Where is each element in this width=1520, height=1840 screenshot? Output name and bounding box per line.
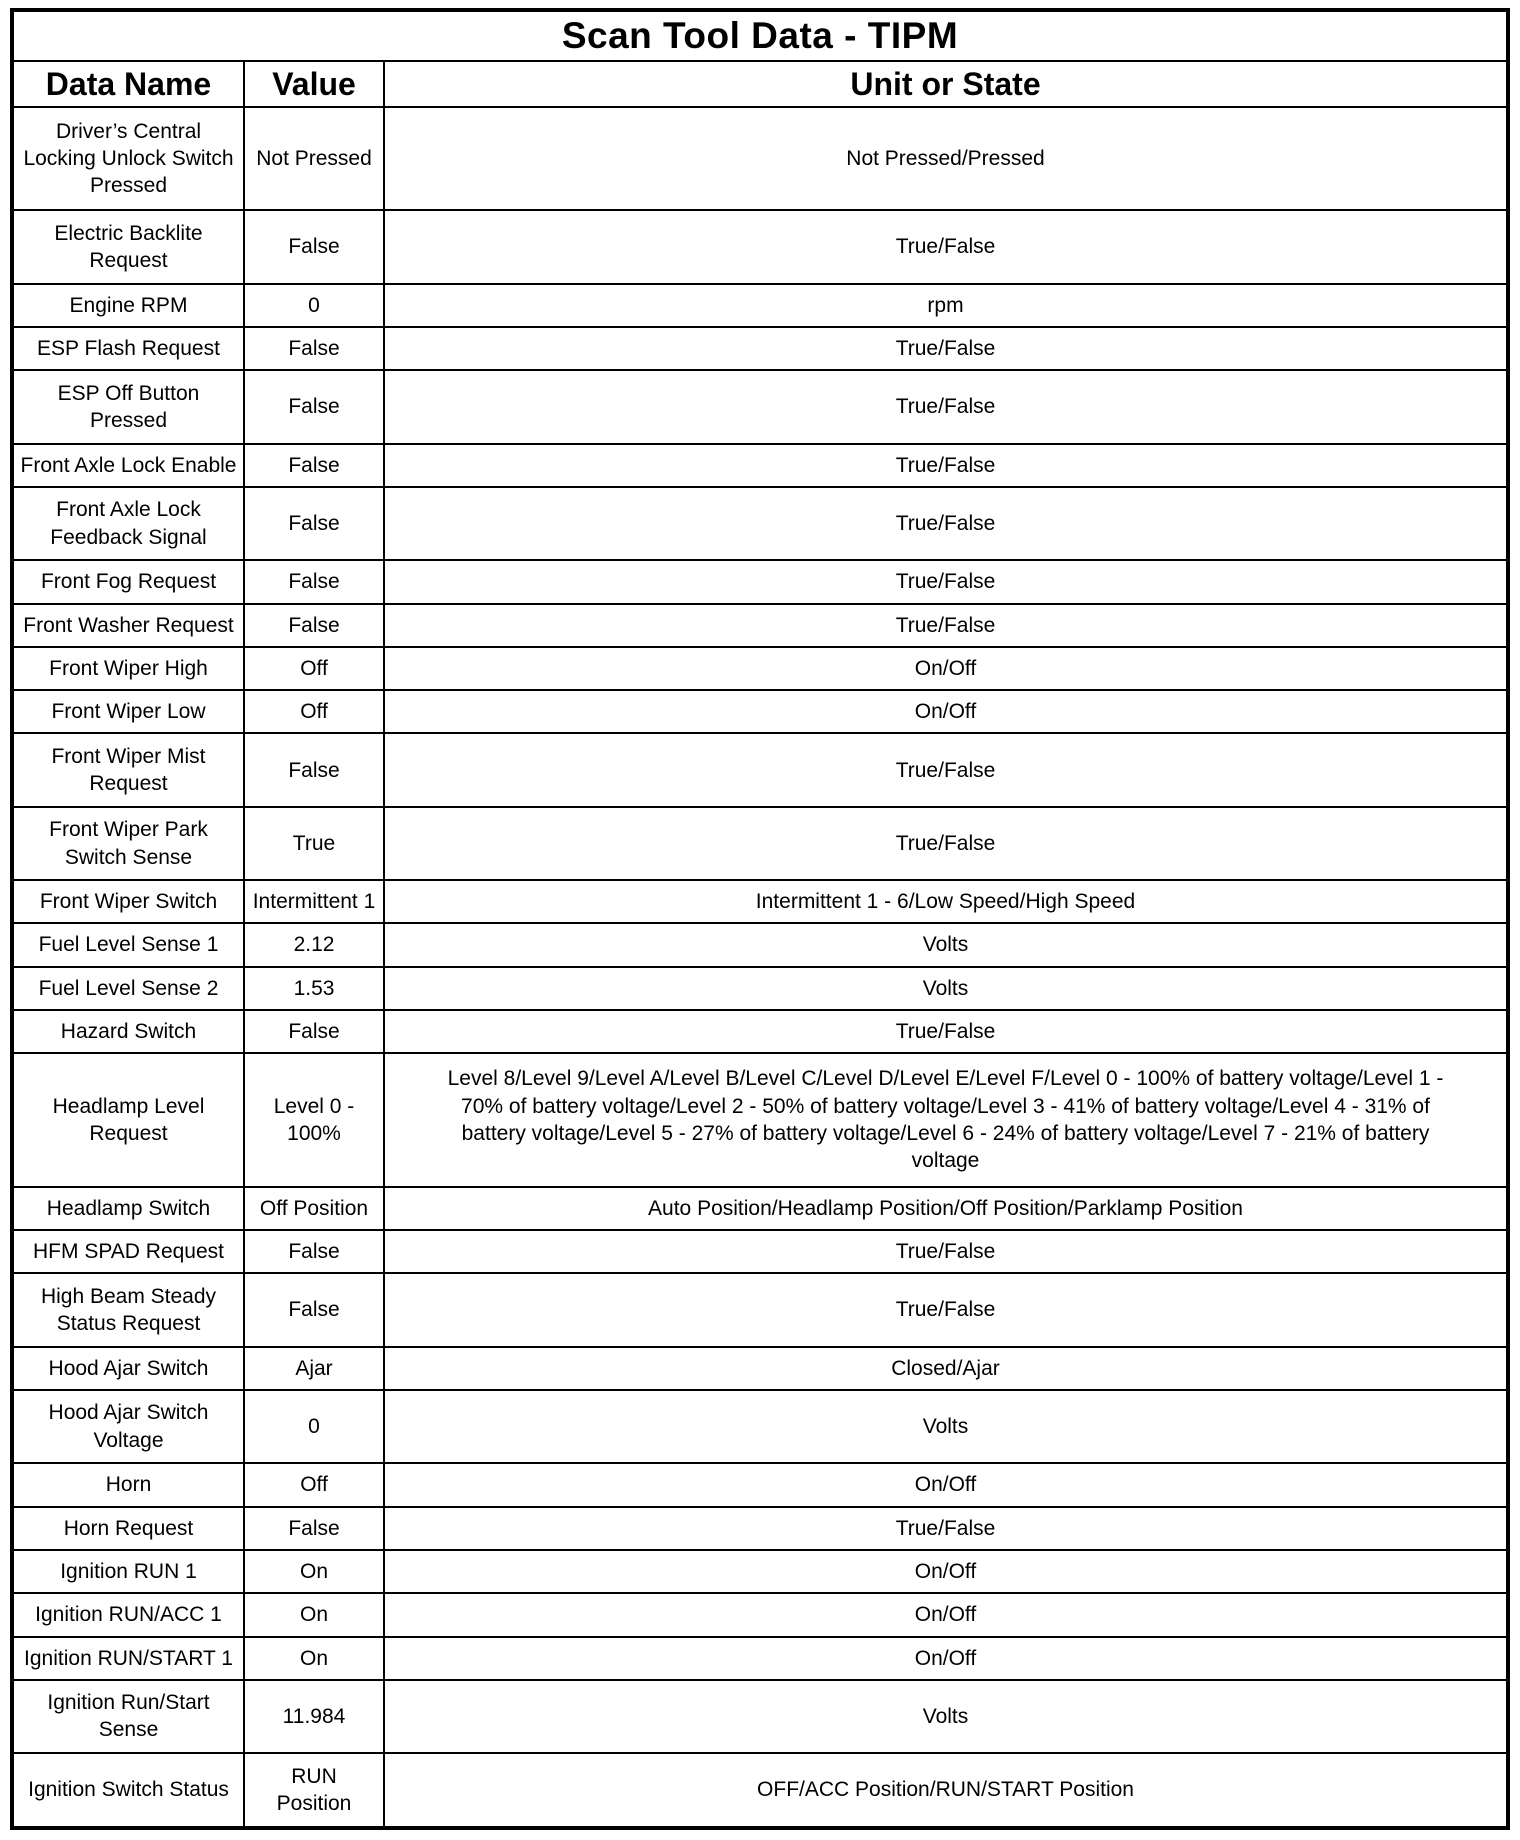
table-row — [12, 327, 1508, 370]
cell-value: False — [244, 560, 384, 603]
cell-value: False — [244, 487, 384, 560]
cell-unit: On/Off — [384, 1463, 1508, 1506]
cell-value: Off — [244, 1463, 384, 1506]
table-row — [12, 1680, 1508, 1753]
cell-unit: True/False — [384, 560, 1508, 603]
cell-value: Not Pressed — [244, 107, 384, 210]
cell-value: False — [244, 444, 384, 487]
cell-name: Electric Backlite Request — [12, 210, 244, 283]
table-row — [12, 690, 1508, 733]
table-row — [12, 967, 1508, 1010]
cell-unit: Volts — [384, 967, 1508, 1010]
cell-value: Off — [244, 690, 384, 733]
table-row — [12, 1390, 1508, 1463]
cell-name: HFM SPAD Request — [12, 1230, 244, 1273]
table-head — [12, 10, 1508, 107]
cell-value: False — [244, 1507, 384, 1550]
cell-unit: True/False — [384, 487, 1508, 560]
table-row — [12, 444, 1508, 487]
table-row — [12, 1273, 1508, 1346]
column-header-data-name: Data Name — [12, 61, 244, 107]
cell-unit: True/False — [384, 444, 1508, 487]
cell-unit: True/False — [384, 327, 1508, 370]
cell-value: False — [244, 370, 384, 443]
table-row — [12, 1187, 1508, 1230]
table-row — [12, 487, 1508, 560]
table-row — [12, 560, 1508, 603]
cell-value: Ajar — [244, 1347, 384, 1390]
cell-value: Off Position — [244, 1187, 384, 1230]
column-header-unit-or-state: Unit or State — [384, 61, 1508, 107]
cell-value: 2.12 — [244, 923, 384, 966]
cell-name: Front Wiper Switch — [12, 880, 244, 923]
cell-name: Front Axle Lock Feedback Signal — [12, 487, 244, 560]
cell-value: True — [244, 807, 384, 880]
cell-name: Front Washer Request — [12, 604, 244, 647]
cell-value: False — [244, 210, 384, 283]
cell-unit: Closed/Ajar — [384, 1347, 1508, 1390]
cell-name: High Beam Steady Status Request — [12, 1273, 244, 1346]
cell-value: False — [244, 733, 384, 806]
cell-name: Ignition RUN/ACC 1 — [12, 1593, 244, 1636]
cell-value: On — [244, 1593, 384, 1636]
cell-unit: Auto Position/Headlamp Position/Off Position/Parklamp Position — [384, 1187, 1508, 1230]
table-row — [12, 733, 1508, 806]
cell-unit: On/Off — [384, 647, 1508, 690]
table-row — [12, 647, 1508, 690]
cell-value: False — [244, 1010, 384, 1053]
table-row — [12, 807, 1508, 880]
cell-unit: True/False — [384, 370, 1508, 443]
table-row — [12, 1230, 1508, 1273]
cell-unit: True/False — [384, 733, 1508, 806]
cell-name: Fuel Level Sense 2 — [12, 967, 244, 1010]
cell-name: Hood Ajar Switch Voltage — [12, 1390, 244, 1463]
cell-name: Ignition RUN/START 1 — [12, 1637, 244, 1680]
table-body — [12, 107, 1508, 1828]
cell-unit: On/Off — [384, 1593, 1508, 1636]
cell-value: Off — [244, 647, 384, 690]
cell-name: Horn Request — [12, 1507, 244, 1550]
cell-name: Ignition RUN 1 — [12, 1550, 244, 1593]
cell-name: Ignition Run/Start Sense — [12, 1680, 244, 1753]
cell-value: False — [244, 1230, 384, 1273]
cell-value: RUN Position — [244, 1753, 384, 1828]
cell-unit: True/False — [384, 807, 1508, 880]
scan-tool-data-table — [10, 8, 1510, 1830]
cell-value: False — [244, 604, 384, 647]
cell-name: Headlamp Level Request — [12, 1053, 244, 1187]
cell-unit: Volts — [384, 923, 1508, 966]
cell-name: Driver’s Central Locking Unlock Switch Pressed — [12, 107, 244, 210]
cell-name: ESP Off Button Pressed — [12, 370, 244, 443]
table-row — [12, 284, 1508, 327]
table-row — [12, 1753, 1508, 1828]
cell-name: Ignition Switch Status — [12, 1753, 244, 1828]
cell-unit: On/Off — [384, 690, 1508, 733]
cell-value: On — [244, 1550, 384, 1593]
cell-name: Engine RPM — [12, 284, 244, 327]
table-row — [12, 1463, 1508, 1506]
cell-name: Front Wiper Low — [12, 690, 244, 733]
cell-value: False — [244, 327, 384, 370]
table-row — [12, 1053, 1508, 1187]
cell-value: On — [244, 1637, 384, 1680]
cell-name: Front Axle Lock Enable — [12, 444, 244, 487]
table-row — [12, 1347, 1508, 1390]
table-row — [12, 923, 1508, 966]
cell-name: ESP Flash Request — [12, 327, 244, 370]
cell-unit: Volts — [384, 1680, 1508, 1753]
table-row — [12, 370, 1508, 443]
cell-value: 0 — [244, 284, 384, 327]
table-row — [12, 210, 1508, 283]
cell-unit: True/False — [384, 604, 1508, 647]
cell-unit: rpm — [384, 284, 1508, 327]
cell-unit: True/False — [384, 210, 1508, 283]
cell-unit: Volts — [384, 1390, 1508, 1463]
cell-name: Front Wiper High — [12, 647, 244, 690]
cell-name: Hazard Switch — [12, 1010, 244, 1053]
cell-value: 11.984 — [244, 1680, 384, 1753]
cell-value: Intermittent 1 — [244, 880, 384, 923]
header-row — [12, 61, 1508, 107]
cell-value: Level 0 - 100% — [244, 1053, 384, 1187]
table-row — [12, 1010, 1508, 1053]
cell-unit: True/False — [384, 1273, 1508, 1346]
cell-unit: OFF/ACC Position/RUN/START Position — [384, 1753, 1508, 1828]
cell-unit: Not Pressed/Pressed — [384, 107, 1508, 210]
cell-name: Front Fog Request — [12, 560, 244, 603]
column-header-value: Value — [244, 61, 384, 107]
table-row — [12, 880, 1508, 923]
cell-unit: True/False — [384, 1230, 1508, 1273]
table-row — [12, 1550, 1508, 1593]
cell-name: Headlamp Switch — [12, 1187, 244, 1230]
cell-name: Front Wiper Park Switch Sense — [12, 807, 244, 880]
title-row — [12, 10, 1508, 61]
cell-value: False — [244, 1273, 384, 1346]
cell-name: Fuel Level Sense 1 — [12, 923, 244, 966]
page-title: Scan Tool Data - TIPM — [12, 10, 1508, 61]
cell-unit: True/False — [384, 1010, 1508, 1053]
cell-unit: On/Off — [384, 1550, 1508, 1593]
table-row — [12, 107, 1508, 210]
table-row — [12, 604, 1508, 647]
cell-unit: Level 8/Level 9/Level A/Level B/Level C/Level D/Level E/Level F/Level 0 - 100% of battery voltage/Level 1 - 70% of battery voltage/Level 2 - 50% of battery voltage/Level 3 - 41% of battery voltage/Level 4 - 31% of battery voltage/Level 5 - 27% of battery voltage/Level 6 - 24% of battery voltage/Level 7 - 21% of battery voltage — [384, 1053, 1508, 1187]
table-row — [12, 1593, 1508, 1636]
cell-unit: True/False — [384, 1507, 1508, 1550]
table-row — [12, 1507, 1508, 1550]
cell-unit: On/Off — [384, 1637, 1508, 1680]
cell-name: Horn — [12, 1463, 244, 1506]
cell-name: Front Wiper Mist Request — [12, 733, 244, 806]
cell-value: 0 — [244, 1390, 384, 1463]
cell-unit: Intermittent 1 - 6/Low Speed/High Speed — [384, 880, 1508, 923]
table-row — [12, 1637, 1508, 1680]
cell-value: 1.53 — [244, 967, 384, 1010]
cell-name: Hood Ajar Switch — [12, 1347, 244, 1390]
